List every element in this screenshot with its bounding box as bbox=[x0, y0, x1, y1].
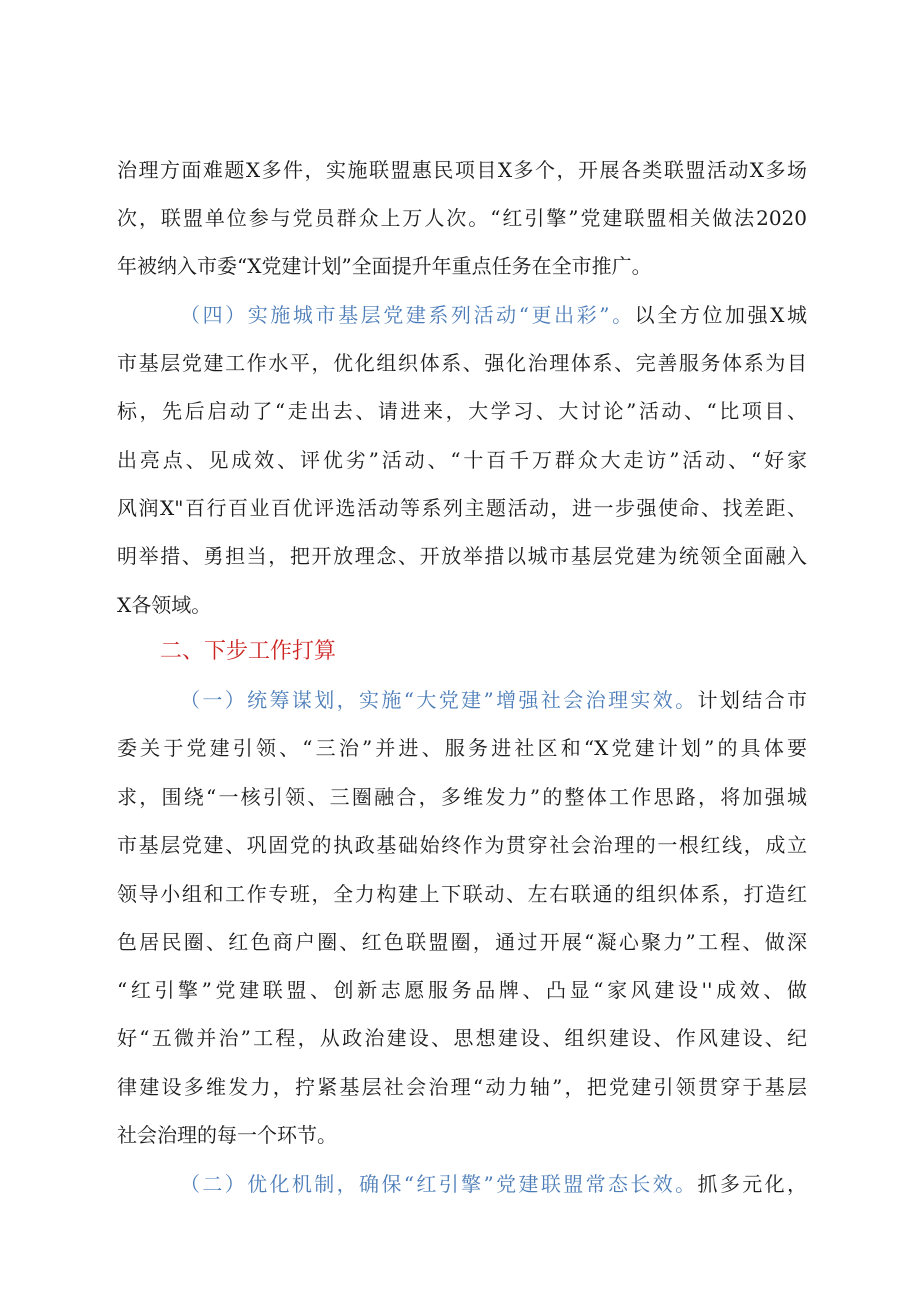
paragraph-line: 律建设多维发力，拧紧基层社会治理“动力轴”，把党建引领贯穿于基层 bbox=[117, 1075, 807, 1099]
sub-heading: （四）实施城市基层党建系列活动“更出彩”。 bbox=[180, 303, 635, 327]
paragraph-line: 标，先后启动了“走出去、请进来，大学习、大讨论”活动、“比项目、 bbox=[117, 399, 807, 423]
paragraph-first-line bbox=[180, 296, 807, 334]
paragraph-text: 抓多元化， bbox=[697, 1172, 808, 1196]
section-title: 二、下步工作打算 bbox=[160, 639, 337, 664]
paragraph-line: 求，围绕“一核引领、三圈融合，多维发力”的整体工作思路，将加强城 bbox=[117, 785, 807, 809]
paragraph-line: 出亮点、见成效、评优劣”活动、“十百千万群众大走访”活动、“好家 bbox=[117, 448, 807, 472]
paragraph-line: 社会治理的每一个环节。 bbox=[117, 1123, 337, 1147]
paragraph-line: 好“五微并治”工程，从政治建设、思想建设、组织建设、作风建设、纪 bbox=[117, 1026, 807, 1050]
paragraph-line: 次，联盟单位参与党员群众上万人次。“红引擎”党建联盟相关做法2020 bbox=[117, 206, 807, 230]
paragraph-line: 色居民圈、红色商户圈、红色联盟圈，通过开展“凝心聚力”工程、做深 bbox=[117, 930, 807, 954]
paragraph-line: 市基层党建工作水平，优化组织体系、强化治理体系、完善服务体系为目 bbox=[117, 351, 807, 375]
paragraph-text: 以全方位加强X城 bbox=[634, 303, 807, 327]
paragraph-line: 风润X"百行百业百优评选活动等系列主题活动，进一步强使命、找差距、 bbox=[117, 496, 807, 520]
sub-heading: （一）统筹谋划，实施“大党建”增强社会治理实效。 bbox=[180, 688, 698, 712]
paragraph-first-line bbox=[180, 1165, 807, 1203]
paragraph-line: 年被纳入市委“X党建计划”全面提升年重点任务在全市推广。 bbox=[117, 254, 652, 278]
paragraph-line: 委关于党建引领、“三治”并进、服务进社区和“X党建计划”的具体要 bbox=[117, 736, 807, 760]
paragraph-text: 计划结合市 bbox=[697, 688, 808, 712]
paragraph-line: 明举措、勇担当，把开放理念、开放举措以城市基层党建为统领全面融入 bbox=[117, 544, 807, 568]
paragraph-line: “红引擎”党建联盟、创新志愿服务品牌、凸显“家风建设''成效、做 bbox=[117, 978, 807, 1002]
paragraph-line: 治理方面难题X多件，实施联盟惠民项目X多个，开展各类联盟活动X多场 bbox=[117, 158, 807, 182]
paragraph-line: 领导小组和工作专班，全力构建上下联动、左右联通的组织体系，打造红 bbox=[117, 882, 807, 906]
paragraph-line: 市基层党建、巩固党的执政基础始终作为贯穿社会治理的一根红线，成立 bbox=[117, 833, 807, 857]
paragraph-first-line bbox=[180, 681, 807, 719]
sub-heading: （二）优化机制，确保“红引擎”党建联盟常态长效。 bbox=[180, 1172, 698, 1196]
paragraph-line: X各领域。 bbox=[117, 593, 212, 617]
